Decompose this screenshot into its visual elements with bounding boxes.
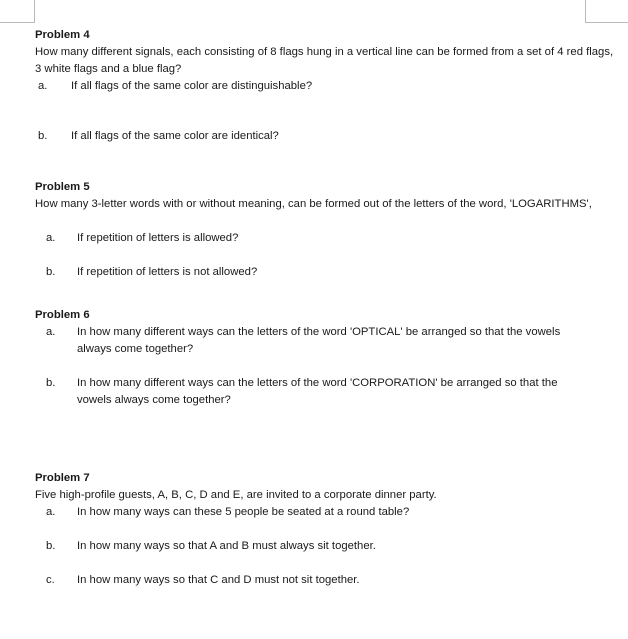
problem-4-item-a	[35, 78, 615, 95]
problem-5	[35, 179, 615, 213]
list-item-text: In how many ways so that C and D must not sit together.	[77, 574, 360, 586]
problem-7-item-b	[35, 538, 615, 555]
problem-4	[35, 27, 615, 95]
problem-4-item-b	[35, 128, 615, 145]
list-marker: b.	[46, 377, 56, 389]
problem-5-heading: Problem 5	[35, 181, 90, 193]
problem-6-heading: Problem 6	[35, 309, 90, 321]
problem-5-item-a	[35, 230, 615, 247]
problem-7-heading: Problem 7	[35, 472, 90, 484]
list-item-text: In how many different ways can the letters of the word 'OPTICAL' be arranged so that the vowels always come together?	[77, 326, 561, 355]
list-item-text: In how many ways can these 5 people be seated at a round table?	[77, 506, 410, 518]
list-marker: a.	[46, 326, 56, 338]
problem-6	[35, 307, 615, 324]
problem-6-item-b	[35, 375, 615, 409]
problem-5-item-b	[35, 264, 615, 281]
list-marker: b.	[38, 130, 48, 142]
list-marker: a.	[38, 80, 48, 92]
problem-4-heading: Problem 4	[35, 29, 90, 41]
problem-4-text: How many different signals, each consisting of 8 flags hung in a vertical line can be formed from a set of 4 red flags, 3 white flags and a blue flag?	[35, 46, 614, 75]
problem-6-item-a	[35, 324, 615, 358]
list-item-text: If repetition of letters is allowed?	[77, 232, 239, 244]
list-item-text: If all flags of the same color are identical?	[71, 130, 279, 142]
list-marker: a.	[46, 232, 56, 244]
list-item-text: If repetition of letters is not allowed?	[77, 266, 258, 278]
list-marker: c.	[46, 574, 55, 586]
problem-7	[35, 470, 615, 504]
problem-7-item-c	[35, 572, 615, 589]
right-margin-crop-mark	[585, 0, 628, 23]
problem-7-item-a	[35, 504, 615, 521]
list-item-text: In how many ways so that A and B must always sit together.	[77, 540, 376, 552]
left-margin-crop-mark	[0, 0, 35, 23]
problem-7-text: Five high-profile guests, A, B, C, D and E, are invited to a corporate dinner party.	[35, 489, 437, 501]
list-marker: b.	[46, 266, 56, 278]
problem-5-text: How many 3-letter words with or without meaning, can be formed out of the letters of the word, 'LOGARITHMS',	[35, 198, 592, 210]
list-item-text: If all flags of the same color are distinguishable?	[71, 80, 313, 92]
list-marker: b.	[46, 540, 56, 552]
list-item-text: In how many different ways can the letters of the word 'CORPORATION' be arranged so that the vowels always come together?	[77, 377, 558, 406]
list-marker: a.	[46, 506, 56, 518]
